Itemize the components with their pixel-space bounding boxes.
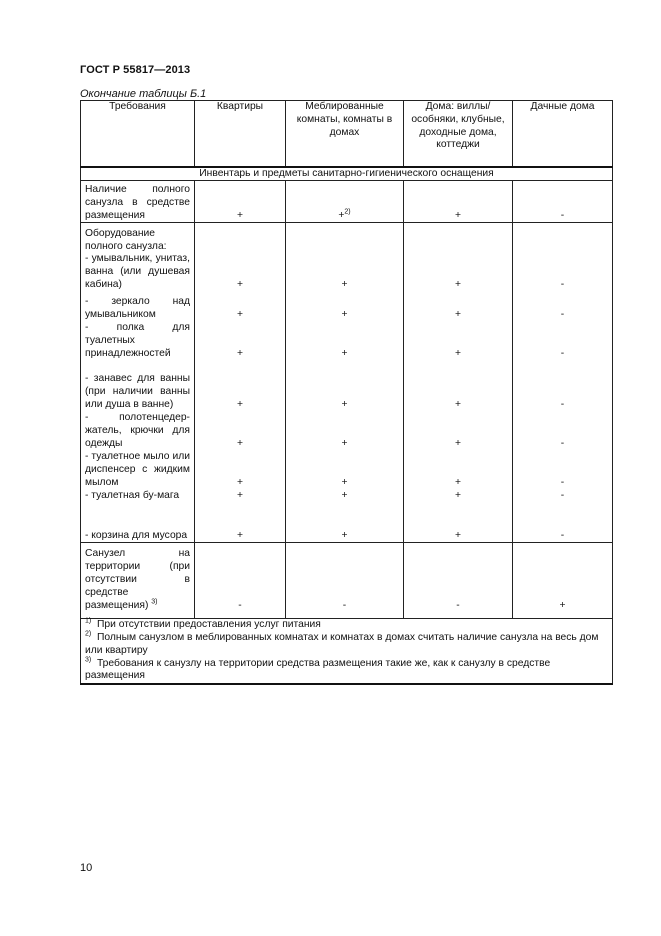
- table-row: [81, 490, 613, 516]
- value-cell: -: [404, 543, 513, 619]
- value-cell: -: [513, 451, 613, 490]
- footnote-3: [85, 658, 608, 684]
- value-cell: +: [286, 412, 404, 451]
- col-header-country-houses: Дачные дома: [513, 101, 613, 167]
- value-cell: +: [404, 322, 513, 361]
- value-cell: +: [404, 223, 513, 292]
- requirement-cell: [81, 543, 195, 619]
- value-cell: -: [513, 490, 613, 516]
- footnote-mark: 2): [85, 630, 92, 638]
- value-cell: +: [195, 292, 286, 322]
- value-cell: +: [195, 322, 286, 361]
- value-cell: +: [286, 292, 404, 322]
- value-cell: +: [404, 451, 513, 490]
- value-cell: +: [286, 516, 404, 543]
- col-header-requirements: Требования: [81, 101, 195, 167]
- footnote-text: При отсутствии предоставления услуг питания: [96, 619, 321, 631]
- table-row: [81, 223, 613, 292]
- value-cell: -: [513, 181, 613, 223]
- value-cell: -: [513, 223, 613, 292]
- footnotes-row: [81, 619, 613, 684]
- table-row: [81, 322, 613, 361]
- value-cell: +: [404, 516, 513, 543]
- value-cell: +: [286, 490, 404, 516]
- footnote-ref: 3): [151, 598, 158, 606]
- requirement-cell: [81, 181, 195, 223]
- table-header-row: [81, 101, 613, 167]
- table-row: [81, 543, 613, 619]
- value-cell: +: [286, 361, 404, 412]
- table-row: [81, 292, 613, 322]
- value-cell: -: [513, 322, 613, 361]
- value-cell: -: [513, 292, 613, 322]
- footnotes-cell: [81, 619, 613, 684]
- requirement-cell: Оборудование полного санузла: - умывальник, унитаз, ванна (или душевая кабина): [81, 223, 195, 292]
- value-cell: +: [404, 181, 513, 223]
- table-row: [81, 361, 613, 412]
- value-cell: -: [513, 361, 613, 412]
- value-cell: +: [286, 451, 404, 490]
- value-cell: +: [195, 223, 286, 292]
- col-header-furnished-rooms: Меблированные комнаты, комнаты в домах: [286, 101, 404, 167]
- requirement-cell: - зеркало над умывальником: [81, 292, 195, 322]
- footnote-mark: 1): [85, 617, 92, 625]
- table-caption: Окончание таблицы Б.1: [80, 88, 207, 100]
- requirement-cell: - туалетное мыло или диспенсер с жидким мылом: [81, 451, 195, 490]
- requirement-cell: - полотенцедер-жатель, крючки для одежды: [81, 412, 195, 451]
- section-row: [81, 167, 613, 181]
- value-cell: +: [195, 361, 286, 412]
- value-cell: -: [286, 543, 404, 619]
- value-cell: +: [404, 361, 513, 412]
- requirement-cell: - полка для туалетных принадлежностей: [81, 322, 195, 361]
- value-cell: +: [404, 292, 513, 322]
- value-cell: -: [513, 412, 613, 451]
- value-cell: +: [195, 451, 286, 490]
- document-header: ГОСТ Р 55817—2013: [80, 64, 191, 76]
- col-header-apartments: Квартиры: [195, 101, 286, 167]
- table-row: [81, 412, 613, 451]
- section-title: Инвентарь и предметы санитарно-гигиенического оснащения: [81, 167, 613, 181]
- footnote-mark: 3): [85, 656, 92, 664]
- table-row: [81, 516, 613, 543]
- footnote-1: [85, 619, 608, 632]
- value-cell: +: [404, 490, 513, 516]
- requirements-table: [80, 100, 613, 685]
- footnote-text: Требования к санузлу на территории средства размещения такие же, как к санузлу в средстве размещения: [85, 657, 551, 682]
- table-row: [81, 451, 613, 490]
- page-number: 10: [80, 862, 93, 874]
- value-cell: [286, 181, 404, 223]
- requirement-cell: - занавес для ванны (при наличии ванны или душа в ванне): [81, 361, 195, 412]
- footnote-2: [85, 632, 608, 658]
- col-header-houses: Дома: виллы/особняки, клубные, доходные дома, коттеджи: [404, 101, 513, 167]
- value-cell: +: [404, 412, 513, 451]
- value-cell: -: [195, 543, 286, 619]
- footnote-text: Полным санузлом в меблированных комнатах и комнатах в домах считать наличие санузла на весь дом или квартиру: [85, 632, 599, 656]
- requirement-cell: - туалетная бу-мага: [81, 490, 195, 516]
- table-row: [81, 181, 613, 223]
- value-cell: +: [286, 223, 404, 292]
- value-cell: +: [195, 181, 286, 223]
- value-cell: +: [195, 516, 286, 543]
- value-cell: +: [195, 490, 286, 516]
- value-cell: +: [513, 543, 613, 619]
- requirement-cell: - корзина для мусора: [81, 516, 195, 543]
- value-cell: +: [195, 412, 286, 451]
- value-cell: -: [513, 516, 613, 543]
- requirement-text: Санузел на территории (при отсутствии в средстве размещения): [85, 548, 190, 611]
- requirement-text: Наличие полного санузла в средстве размещения: [85, 183, 190, 221]
- value-text: +: [338, 209, 345, 221]
- footnote-ref: 2): [344, 208, 351, 216]
- value-cell: +: [286, 322, 404, 361]
